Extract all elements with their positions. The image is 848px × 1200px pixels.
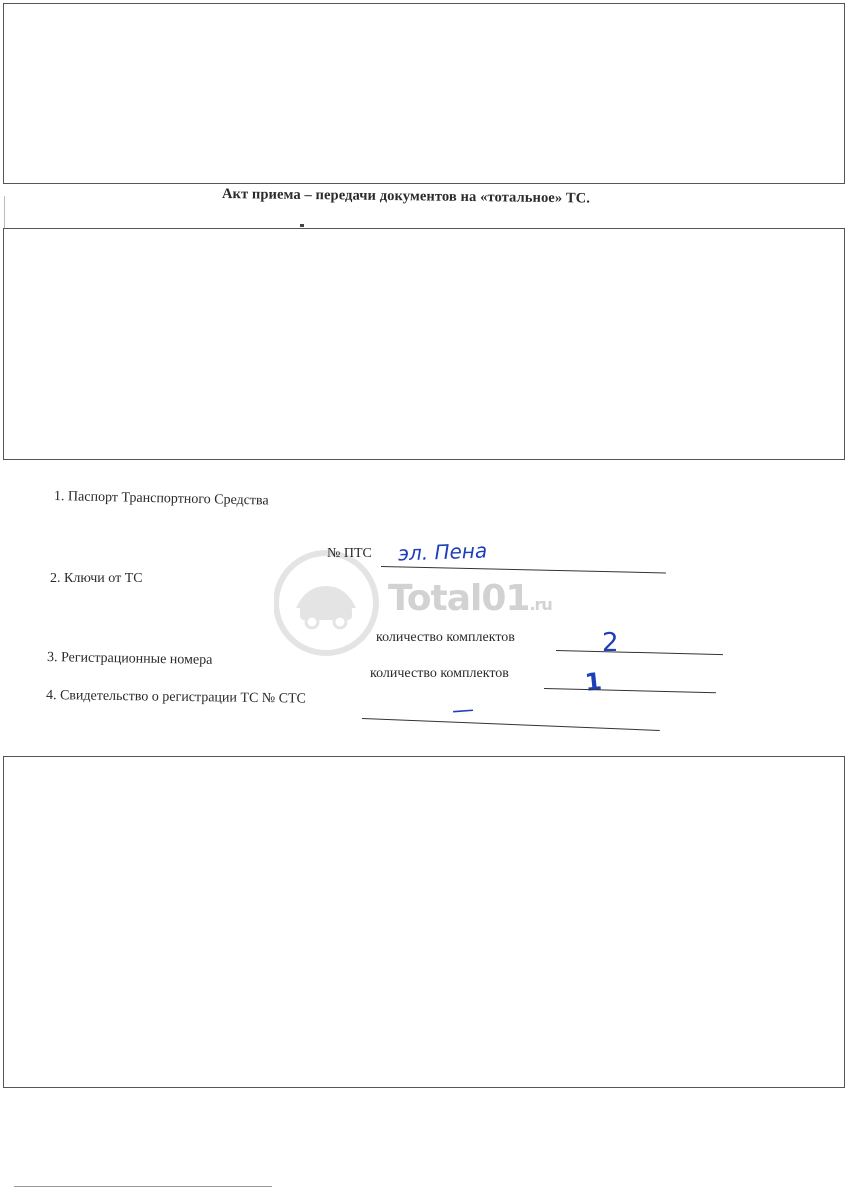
item-pts: 1. Паспорт Транспортного Средства bbox=[53, 489, 269, 509]
redacted-block-top bbox=[3, 3, 845, 184]
pts-label: № ПТС bbox=[327, 546, 372, 561]
document-title: Акт приема – передачи документов на «тотальное» ТС. bbox=[221, 186, 591, 207]
redacted-block-middle bbox=[3, 228, 845, 460]
pts-handwritten-value: эл. Пена bbox=[397, 538, 488, 566]
plates-label: количество комплектов bbox=[370, 666, 509, 681]
plates-rule bbox=[544, 688, 716, 693]
redacted-block-bottom bbox=[3, 756, 845, 1088]
item-keys: 2. Ключи от ТС bbox=[50, 571, 143, 586]
plates-handwritten-value: 1 bbox=[583, 667, 604, 697]
watermark-brand: Total01.ru bbox=[388, 578, 552, 619]
item-sts: 4. Свидетельство о регистрации ТС № СТС bbox=[45, 688, 307, 707]
sts-rule bbox=[362, 718, 660, 731]
sts-handwritten-value: — bbox=[451, 697, 475, 724]
item-plates: 3. Регистрационные номера bbox=[46, 650, 213, 668]
bottom-rule bbox=[14, 1186, 272, 1187]
stray-mark bbox=[300, 224, 304, 227]
keys-handwritten-value: 2 bbox=[602, 628, 619, 658]
keys-label: количество комплектов bbox=[376, 630, 515, 645]
